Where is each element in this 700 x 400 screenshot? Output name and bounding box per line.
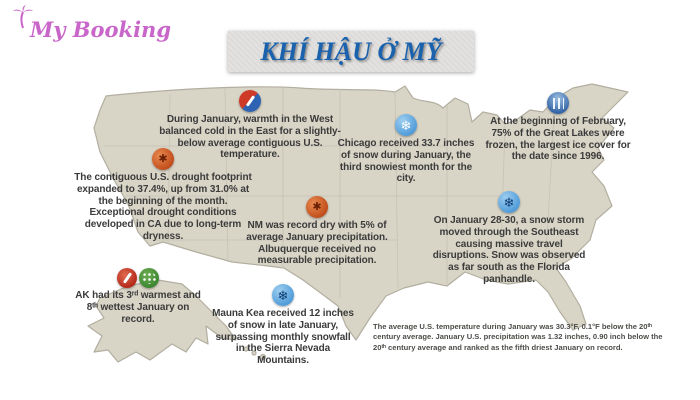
note-text: During January, warmth in the West balanced cold in the East for a slightly-below average contiguous U.S. temperature. [159,114,341,161]
warm-temperature-icon [117,268,137,288]
note-text: NM was record dry with 5% of average January precipitation. Albuquerque received no measurable precipitation. [246,220,388,267]
note-text: Mauna Kea received 12 inches of snow in late January, surpassing monthly snowfall in the Sierra Nevada Mountains. [212,308,354,367]
note-southeast-storm [430,191,588,286]
frozen-lakes-icon [547,92,569,114]
note-nm-dry [230,196,404,267]
note-text: At the beginning of February, 75% of the Great Lakes were frozen, the largest ice cover for the date since 1996. [485,116,631,163]
snowflake-icon [395,114,417,136]
icicle-bars [553,98,564,109]
note-drought-ca [74,148,252,243]
note-text: On January 28-30, a snow storm moved through the Southeast causing massive travel disruptions. Snow was observed as far south as the Florida panhandle. [432,215,586,285]
thermometer-warm-cold-icon [239,90,261,112]
thermometer-bar [245,95,254,107]
page-title: KHÍ HẬU Ở MỸ [260,36,442,66]
note-chicago-snow [332,114,480,185]
note-alaska [72,268,204,325]
note-text: Chicago received 33.7 inches of snow during January, the third snowiest month for the city. [337,138,475,185]
crack-glyph: ✱ [312,200,322,213]
snowflake-glyph: ❄ [400,117,412,133]
crack-glyph: ✱ [158,152,168,165]
wet-precipitation-icon [139,268,159,288]
drought-icon [152,148,174,170]
logo-text: My Booking [30,17,172,42]
note-text: The contiguous U.S. drought footprint expanded to 37.4%, up from 31.0% at the beginning of the month. Exceptional drought conditions developed in CA due to long-term dryness. [74,172,252,242]
note-text: AK had its 3ʳᵈ warmest and 8ᵗʰ wettest January on record. [75,290,201,325]
snowflake-icon [272,284,294,306]
raindrop-dots [142,272,156,284]
note-mauna-kea [210,284,356,367]
alaska-icons [72,268,204,288]
title-banner [228,31,474,72]
thermometer-bar [122,272,131,284]
snowflake-glyph: ❄ [277,287,289,303]
snowflake-icon [498,191,520,213]
snowflake-glyph: ❄ [503,194,515,210]
mybooking-logo [10,4,171,40]
note-great-lakes-ice [480,92,636,163]
dry-precipitation-icon [306,196,328,218]
summary-footnote: The average U.S. temperature during January was 30.3°F, 0.1°F below the 20ᵗʰ century average. January U.S. precipitation was 1.32 inches, 0.90 inch below the 20ᵗʰ century average and ranked as the fifth driest January on record. [373,322,663,352]
